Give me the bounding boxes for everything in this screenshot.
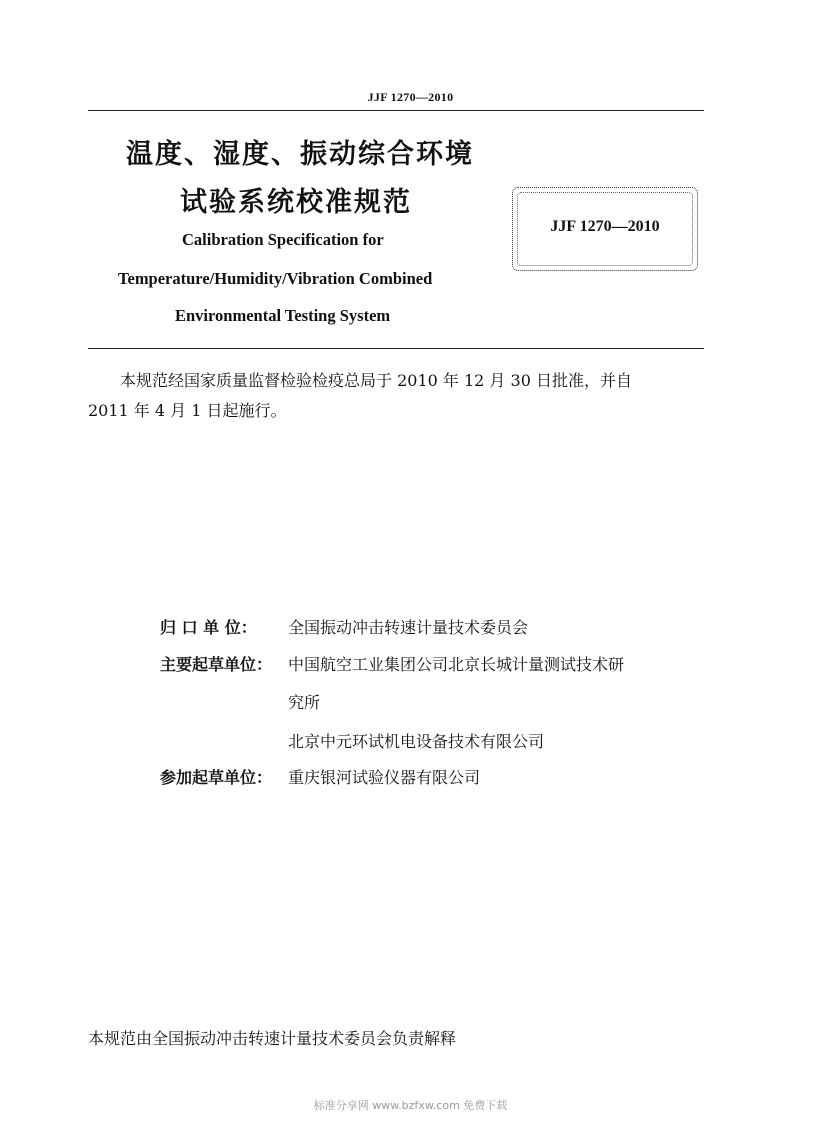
approval-line2: 2011 年 4 月 1 日起施行。 bbox=[88, 401, 287, 420]
main-drafting-label: 主要起草单位： bbox=[160, 655, 273, 674]
main-drafting-value-1: 中国航空工业集团公司北京长城计量测试技术研 bbox=[288, 655, 625, 674]
centralized-unit-label: 归 口 单 位： bbox=[160, 618, 257, 637]
main-drafting-value-2: 北京中元环试机电设备技术有限公司 bbox=[288, 732, 545, 751]
code-stamp bbox=[512, 187, 698, 271]
title-cn-line2: 试验系统校准规范 bbox=[180, 187, 412, 218]
approval-line1: 本规范经国家质量监督检验检疫总局于 2010 年 12 月 30 日批准，并自 bbox=[120, 371, 632, 390]
header-rule bbox=[88, 110, 704, 111]
interpretation-note: 本规范由全国振动冲击转速计量技术委员会负责解释 bbox=[88, 1029, 457, 1048]
watermark: 标准分享网 www.bzfxw.com 免费下载 bbox=[313, 1099, 508, 1112]
title-cn-line1: 温度、湿度、振动综合环境 bbox=[126, 139, 474, 170]
stamp-code: JJF 1270—2010 bbox=[550, 218, 660, 235]
title-rule bbox=[88, 348, 704, 349]
participating-value: 重庆银河试验仪器有限公司 bbox=[288, 768, 481, 787]
title-en-line1: Calibration Specification for bbox=[182, 230, 384, 249]
title-en-line2: Temperature/Humidity/Vibration Combined bbox=[118, 269, 433, 288]
title-en-line3: Environmental Testing System bbox=[175, 306, 391, 325]
main-drafting-value-1b: 究所 bbox=[288, 693, 321, 712]
participating-label: 参加起草单位： bbox=[160, 768, 273, 787]
centralized-unit-value: 全国振动冲击转速计量技术委员会 bbox=[288, 618, 529, 637]
header-code: JJF 1270—2010 bbox=[367, 90, 454, 104]
